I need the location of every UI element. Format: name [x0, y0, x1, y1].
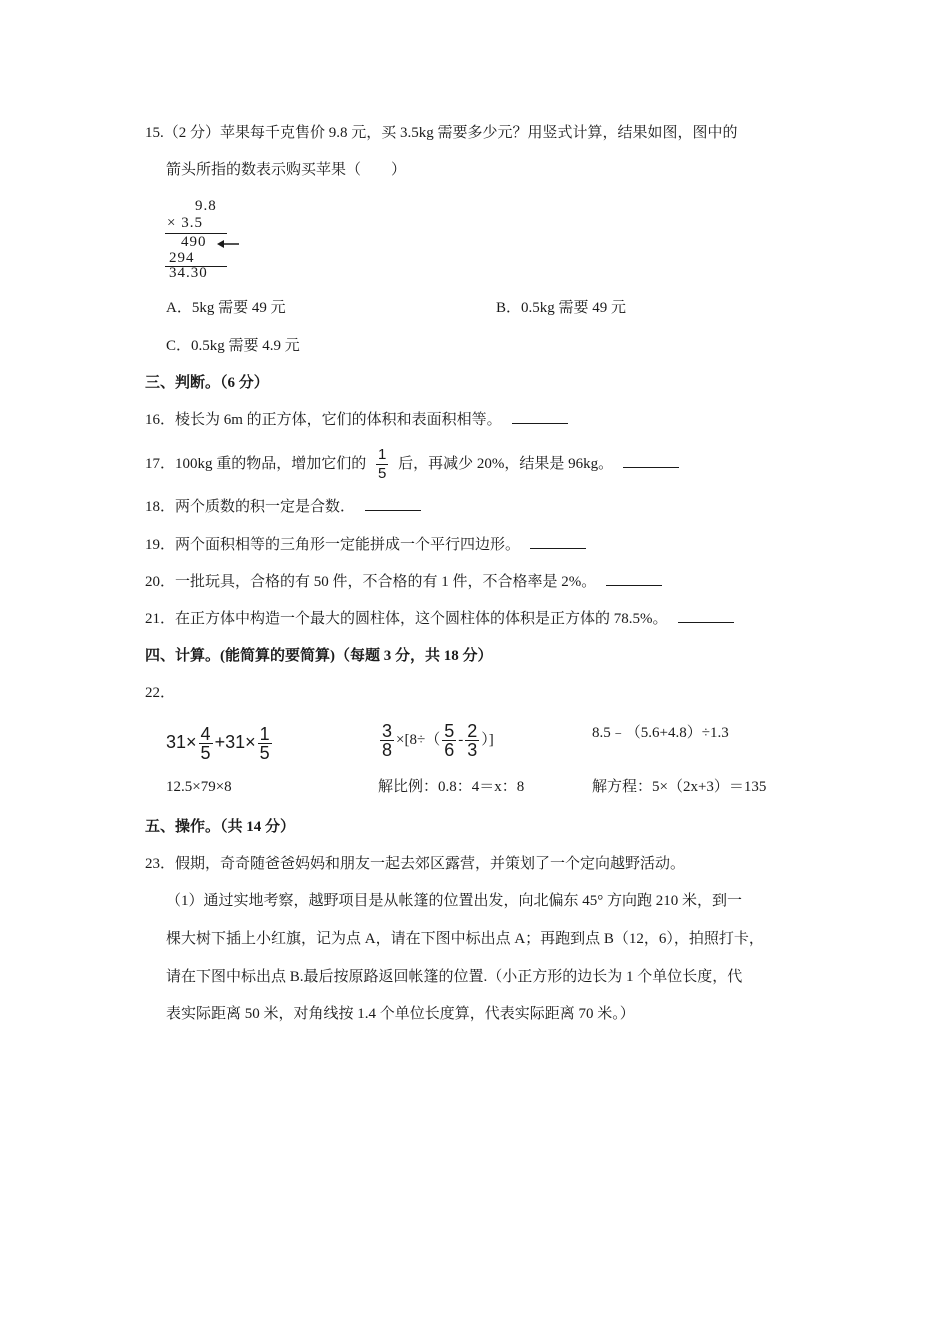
e1-fraction-1-num: 4 — [200, 723, 211, 744]
q23-part1-line1: （1）通过实地考察，越野项目是从帐篷的位置出发，向北偏东 45° 方向跑 210 米，到一 — [166, 893, 743, 909]
q16-answer-blank[interactable] — [512, 411, 568, 424]
q20-text: 20．一批玩具，合格的有 50 件，不合格的有 1 件，不合格率是 2%。 — [145, 574, 597, 590]
q18-answer-blank[interactable] — [365, 498, 421, 511]
q20 — [145, 572, 662, 592]
vertical-row-partial1: 490 — [181, 234, 207, 250]
q18-text: 18．两个质数的积一定是合数． — [145, 499, 356, 515]
q23-part1-line4: 表实际距离 50 米，对角线按 1.4 个单位长度算，代表实际距离 70 米。） — [166, 1006, 635, 1022]
q22-label: 22． — [145, 685, 176, 701]
e2-fraction-2 — [442, 722, 456, 759]
q17-fraction — [376, 446, 388, 483]
q17-answer-blank[interactable] — [623, 455, 679, 468]
q15-option-b: B．0.5kg 需要 49 元 — [496, 300, 627, 316]
q19 — [145, 535, 586, 555]
q22-expression-2 — [378, 720, 494, 760]
e1-fraction-2-den: 5 — [259, 742, 270, 763]
q23-part1-line3: 请在下图中标出点 B.最后按原路返回帐篷的位置.（小正方形的边长为 1 个单位长度，代 — [166, 969, 743, 985]
e2-fraction-2-num: 5 — [444, 721, 455, 742]
section-5-title: 五、操作。（共 14 分） — [145, 819, 296, 835]
q22-expression-6: 解方程：5×（2x+3）＝135 — [592, 779, 767, 795]
e1-fraction-1-den: 5 — [200, 742, 211, 763]
q22-expression-1 — [166, 722, 274, 762]
e2-part-b: - — [458, 732, 464, 748]
e2-fraction-2-den: 6 — [444, 740, 455, 761]
vertical-row-multiplier: × 3.5 — [167, 215, 203, 231]
q17-text-pre: 17．100kg 重的物品，增加它们的 — [145, 456, 367, 472]
q17-fraction-denominator: 5 — [378, 465, 387, 483]
e2-fraction-3-num: 2 — [467, 721, 478, 742]
e2-fraction-3-den: 3 — [467, 740, 478, 761]
q21 — [145, 609, 734, 629]
section-4-title: 四、计算。(能简算的要简算)（每题 3 分，共 18 分） — [145, 648, 493, 664]
e2-fraction-3 — [465, 722, 479, 759]
e1-fraction-2-num: 1 — [259, 723, 270, 744]
e1-fraction-1 — [199, 725, 213, 762]
q17-text-post: 后，再减少 20%，结果是 96kg。 — [398, 456, 614, 472]
q15-stem-line1: 15.（2 分）苹果每千克售价 9.8 元，买 3.5kg 需要多少元？用竖式计算，结果如图，图中的 — [145, 125, 738, 141]
vertical-row-product: 34.30 — [169, 265, 208, 281]
e1-part-a: 31× — [166, 732, 197, 752]
q19-answer-blank[interactable] — [530, 536, 586, 549]
vertical-row-multiplicand: 9.8 — [195, 198, 217, 214]
section-3-title: 三、判断。（6 分） — [145, 375, 269, 391]
e2-fraction-1 — [380, 722, 394, 759]
q17-fraction-numerator: 1 — [378, 446, 387, 464]
q15-stem-line2: 箭头所指的数表示购买苹果（ ） — [166, 162, 407, 178]
q22-expression-3: 8.5﹣（5.6+4.8）÷1.3 — [592, 725, 729, 741]
q19-text: 19．两个面积相等的三角形一定能拼成一个平行四边形。 — [145, 537, 521, 553]
q21-answer-blank[interactable] — [678, 610, 734, 623]
q21-text: 21．在正方体中构造一个最大的圆柱体，这个圆柱体的体积是正方体的 78.5%。 — [145, 611, 668, 627]
vertical-multiplication — [165, 198, 245, 284]
q20-answer-blank[interactable] — [606, 573, 662, 586]
e2-part-a: ×[8÷（ — [396, 732, 441, 748]
q16 — [145, 410, 568, 430]
q18 — [145, 497, 421, 517]
q22-expression-4: 12.5×79×8 — [166, 779, 232, 795]
q17 — [145, 444, 679, 484]
e2-fraction-1-den: 8 — [382, 740, 393, 761]
q22-expression-5: 解比例：0.8：4＝x：8 — [378, 779, 525, 795]
arrow-left-icon — [215, 238, 241, 250]
e2-fraction-1-num: 3 — [382, 721, 393, 742]
e1-part-b: +31× — [214, 732, 256, 752]
q15-option-c: C．0.5kg 需要 4.9 元 — [166, 338, 300, 354]
q23-part1-line2: 棵大树下插上小红旗，记为点 A，请在下图中标出点 A；再跑到点 B（12，6），拍照打卡， — [166, 931, 764, 947]
q15-option-a: A．5kg 需要 49 元 — [166, 300, 286, 316]
q23-stem: 23．假期，奇奇随爸爸妈妈和朋友一起去郊区露营，并策划了一个定向越野活动。 — [145, 856, 686, 872]
e1-fraction-2 — [258, 725, 272, 762]
e2-part-c: ）] — [481, 732, 494, 748]
q16-text: 16．棱长为 6m 的正方体，它们的体积和表面积相等。 — [145, 412, 502, 428]
vertical-row-partial2: 294 — [169, 250, 195, 266]
